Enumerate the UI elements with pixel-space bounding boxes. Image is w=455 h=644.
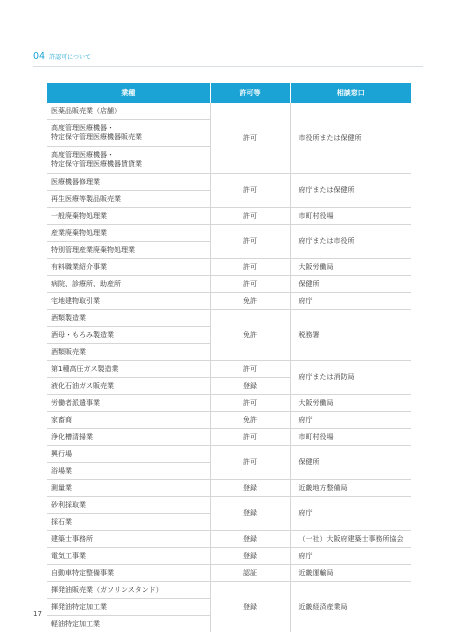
business-cell: 建築士事務所 [47, 531, 210, 548]
permit-cell: 免許 [210, 310, 290, 361]
business-cell: 産業廃棄物処理業 [47, 225, 210, 242]
office-cell: 近畿運輸局 [290, 565, 411, 582]
business-cell: 採石業 [47, 514, 210, 531]
table-row [47, 531, 411, 548]
permits-table [47, 83, 411, 632]
permit-cell: 登録 [210, 582, 290, 633]
office-cell: 税務署 [290, 310, 411, 361]
permit-cell: 登録 [210, 497, 290, 531]
business-cell: 宅地建物取引業 [47, 293, 210, 310]
business-cell: 浄化槽清掃業 [47, 429, 210, 446]
office-cell: 府庁 [290, 412, 411, 429]
permit-cell: 許可 [210, 174, 290, 208]
business-cell: 興行場 [47, 446, 210, 463]
business-cell: 測量業 [47, 480, 210, 497]
table-row [47, 259, 411, 276]
office-cell: 大阪労働局 [290, 395, 411, 412]
business-cell: 特別管理産業廃棄物処理業 [47, 242, 210, 259]
office-cell: 近畿経済産業局 [290, 582, 411, 633]
table-row [47, 225, 411, 242]
table-row [47, 208, 411, 225]
permit-cell: 許可 [210, 259, 290, 276]
business-cell: 自動車特定整備事業 [47, 565, 210, 582]
table-row [47, 548, 411, 565]
business-cell: 再生医療等製品販売業 [47, 191, 210, 208]
business-cell: 家畜商 [47, 412, 210, 429]
table-row [47, 276, 411, 293]
business-cell: 病院、診療所、助産所 [47, 276, 210, 293]
office-cell: 府庁 [290, 548, 411, 565]
business-cell: 揮発油特定加工業 [47, 599, 210, 616]
page-number: 17 [33, 610, 42, 618]
permit-cell: 登録 [210, 480, 290, 497]
office-cell: （一社）大阪府建築士事務所協会 [290, 531, 411, 548]
permit-cell: 許可 [210, 225, 290, 259]
permit-cell: 登録 [210, 378, 290, 395]
header-office: 相談窓口 [290, 83, 411, 103]
business-cell: 酒母・もろみ製造業 [47, 327, 210, 344]
permit-cell: 認証 [210, 565, 290, 582]
business-cell: 酒類製造業 [47, 310, 210, 327]
office-cell: 府庁 [290, 497, 411, 531]
office-cell: 府庁または保健所 [290, 174, 411, 208]
business-cell: 有料職業紹介事業 [47, 259, 210, 276]
business-cell: 揮発油販売業（ガソリンスタンド） [47, 582, 210, 599]
permit-cell: 許可 [210, 208, 290, 225]
business-cell: 医療機器修理業 [47, 174, 210, 191]
business-cell: 高度管理医療機器・ 特定保守管理医療機器販売業 [47, 120, 210, 147]
office-cell: 保健所 [290, 276, 411, 293]
office-cell: 大阪労働局 [290, 259, 411, 276]
header-permit: 許可等 [210, 83, 290, 103]
office-cell: 市役所または保健所 [290, 103, 411, 174]
business-cell: 第1種高圧ガス製造業 [47, 361, 210, 378]
business-cell: 浴場業 [47, 463, 210, 480]
business-cell: 液化石油ガス販売業 [47, 378, 210, 395]
permit-cell: 許可 [210, 103, 290, 174]
business-cell: 酒類販売業 [47, 344, 210, 361]
business-cell: 労働者派遣事業 [47, 395, 210, 412]
table-body [47, 103, 411, 632]
business-cell: 電気工事業 [47, 548, 210, 565]
permit-cell: 許可 [210, 446, 290, 480]
office-cell: 市町村役場 [290, 208, 411, 225]
section-number: 04 [33, 51, 46, 62]
section-title: 許認可について [49, 54, 91, 61]
office-cell: 府庁または消防局 [290, 361, 411, 395]
table-row [47, 103, 411, 120]
table-row [47, 497, 411, 514]
table-row [47, 395, 411, 412]
table-row [47, 582, 411, 599]
office-cell: 近畿地方整備局 [290, 480, 411, 497]
table-row [47, 412, 411, 429]
table-row [47, 480, 411, 497]
table-row [47, 310, 411, 327]
permit-cell: 登録 [210, 531, 290, 548]
header-divider [33, 66, 423, 67]
permit-cell: 免許 [210, 293, 290, 310]
permit-cell: 登録 [210, 548, 290, 565]
business-cell: 軽油特定加工業 [51, 619, 100, 628]
business-cell: 高度管理医療機器・ 特定保守管理医療機器賃貸業 [47, 147, 210, 174]
table-row [47, 361, 411, 378]
business-cell: 砂利採取業 [47, 497, 210, 514]
table-row [47, 429, 411, 446]
table-header-row [47, 83, 411, 103]
header-business: 業種 [47, 83, 210, 103]
business-cell: 医薬品販売業（店舗） [47, 103, 210, 120]
table-row [47, 293, 411, 310]
table-row [47, 446, 411, 463]
table-row [47, 174, 411, 191]
office-cell: 保健所 [290, 446, 411, 480]
permit-cell: 免許 [210, 412, 290, 429]
table-row [47, 565, 411, 582]
business-cell: 一般廃棄物処理業 [47, 208, 210, 225]
permit-cell: 許可 [210, 395, 290, 412]
permit-cell: 許可 [210, 361, 290, 378]
office-cell: 府庁 [290, 293, 411, 310]
section-header [33, 51, 91, 62]
office-cell: 府庁または市役所 [290, 225, 411, 259]
office-cell: 市町村役場 [290, 429, 411, 446]
permit-cell: 許可 [210, 276, 290, 293]
permit-cell: 許可 [210, 429, 290, 446]
